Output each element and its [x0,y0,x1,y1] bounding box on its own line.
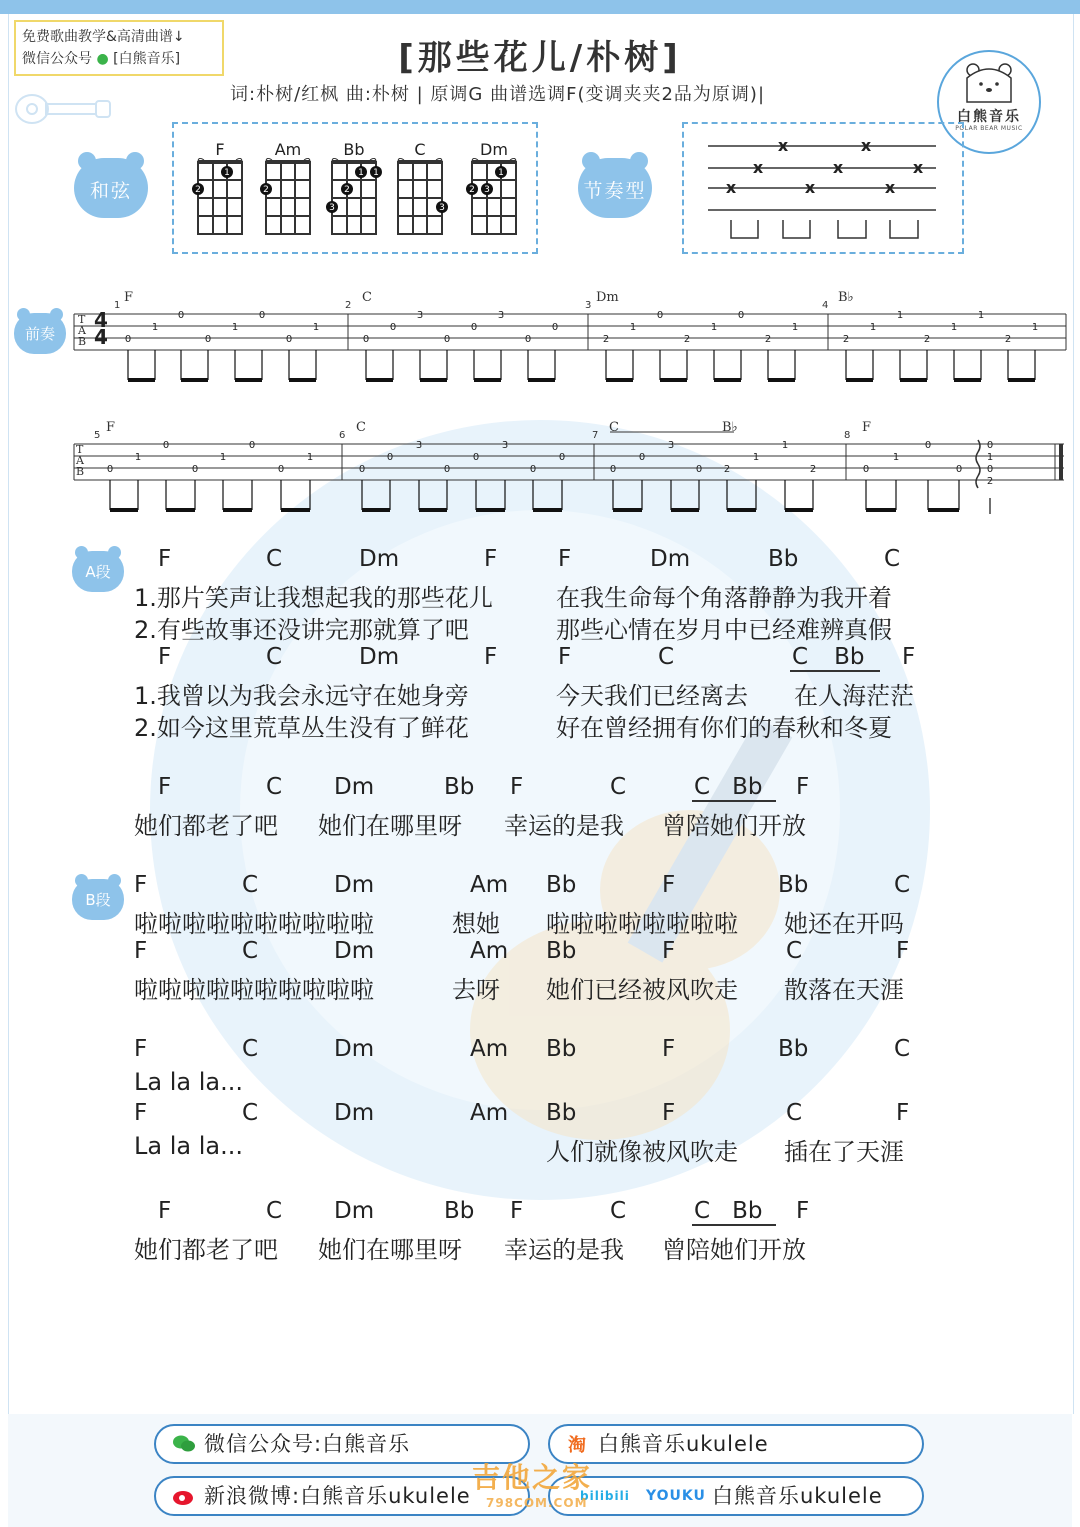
footer-video-pill[interactable] [548,1476,924,1516]
svg-text:0: 0 [362,334,370,345]
svg-text:2: 2 [842,334,850,345]
lyric-line: 去呀 [452,976,500,1004]
svg-text:0: 0 [986,464,994,475]
promo-wechat-label: 微信公众号 [22,51,92,67]
chord-name: Bb [343,140,365,159]
chord-symbol: Bb [444,774,475,800]
chord-symbol: Am [470,1036,509,1062]
lyric-line: 插在了天涯 [784,1138,904,1166]
chord-name: Am [274,140,302,159]
time-signature: 4 4 [94,308,108,349]
chord-symbol: F [558,644,572,670]
lyric-line: 啦啦啦啦啦啦啦啦啦啦 [134,910,374,938]
song-credits: 词:朴树/红枫 曲:朴树 | 原调G 曲谱选调F(变调夹夹2品为原调)| [230,84,766,105]
svg-text:x: x [832,158,844,177]
lyric-line: 1.我曾以为我会永远守在她身旁 [134,682,469,710]
chord-symbol: F [484,644,498,670]
svg-text:x: x [912,158,924,177]
chord-grid [322,158,386,240]
bear-face-icon [959,58,1019,106]
svg-text:1: 1 [986,452,994,463]
lyric-line: 她们都老了吧 [134,1236,278,1264]
svg-text:2: 2 [602,334,610,345]
lyric-line: 想她 [452,910,500,938]
tab-label: T A B [78,313,87,348]
chords-label: 和弦 [89,180,132,202]
chord-symbol: Dm [334,1036,375,1062]
ukulele-icon [12,92,112,126]
svg-text:0: 0 [191,464,199,475]
svg-text:0: 0 [955,464,963,475]
lyric-line: 在人海茫茫 [794,682,914,710]
measure-number: 3 [585,300,592,311]
rhythm-badge [578,152,652,218]
svg-text:1: 1 [306,452,314,463]
chord-symbol: C [694,1198,711,1224]
chord-grid [388,158,452,240]
tab-chord: C [609,420,619,435]
measure-number: 6 [339,430,346,441]
svg-text:0: 0 [695,464,703,475]
section-b-badge [72,874,124,920]
lyric-line: 她还在开吗 [784,910,904,938]
chord-symbol: F [896,1100,910,1126]
svg-text:1: 1 [134,452,142,463]
svg-text:1: 1 [358,168,364,178]
tab-staff-row-1 [70,288,1070,388]
svg-text:2: 2 [469,185,475,195]
svg-text:x: x [860,136,872,155]
chord-symbol: C [786,1100,803,1126]
chord-symbol: F [796,774,810,800]
chord-grid [188,158,252,240]
svg-text:1: 1 [629,322,637,333]
svg-text:0: 0 [470,322,478,333]
chord-symbol: Bb [732,774,763,800]
svg-text:0: 0 [162,440,170,451]
lyric-line: 那些心情在岁月中已经难辨真假 [556,616,892,644]
chord-symbol: F [662,1036,676,1062]
chord-symbol: C [694,774,711,800]
lyric-line: 幸运的是我 [504,812,624,840]
svg-text:3: 3 [484,185,490,195]
svg-text:1: 1 [1031,322,1039,333]
svg-text:3: 3 [416,310,424,321]
chord-symbol: Bb [444,1198,475,1224]
chord-symbol: C [266,546,283,572]
chord-symbol: F [158,546,172,572]
tab-chord: F [124,290,134,305]
footer-wechat-text: 微信公众号:白熊音乐 [204,1432,411,1456]
chord-symbol: F [902,644,916,670]
svg-text:0: 0 [386,452,394,463]
svg-text:0: 0 [558,452,566,463]
measure-number: 4 [822,300,829,311]
lyric-line: 在我生命每个角落静静为我开着 [556,584,892,612]
lyric-line: 曾陪她们开放 [662,812,806,840]
chord-symbol: Bb [546,872,577,898]
svg-text:3: 3 [501,440,509,451]
lyric-line: 今天我们已经离去 [556,682,748,710]
svg-text:3: 3 [439,203,445,213]
watermark-sub: 798COM.COM [486,1496,588,1510]
svg-text:1: 1 [312,322,320,333]
svg-text:3: 3 [667,440,675,451]
weibo-icon [172,1486,196,1506]
chord-name: Dm [480,140,508,159]
chord-symbol: C [242,1100,259,1126]
svg-text:0: 0 [124,334,132,345]
svg-text:2: 2 [1004,334,1012,345]
footer-video-text: 白熊音乐ukulele [712,1484,883,1508]
wechat-icon [172,1434,196,1454]
chord-symbol: F [796,1198,810,1224]
chord-symbol: Am [470,938,509,964]
svg-text:3: 3 [329,203,335,213]
svg-text:0: 0 [106,464,114,475]
lyric-line: La la la... [134,1068,243,1096]
lyric-line: 幸运的是我 [504,1236,624,1264]
measure-number: 8 [844,430,851,441]
tab-chord: F [106,420,116,435]
chord-symbol: C [266,774,283,800]
svg-text:0: 0 [204,334,212,345]
svg-text:1: 1 [710,322,718,333]
lyric-line: 1.那片笑声让我想起我的那些花儿 [134,584,493,612]
svg-text:0: 0 [277,464,285,475]
chord-symbol: C [894,1036,911,1062]
svg-text:0: 0 [443,334,451,345]
svg-text:1: 1 [231,322,239,333]
section-a-label: A段 [85,563,111,581]
tab-chord: Dm [596,290,619,305]
chord-symbol: Dm [359,644,400,670]
svg-text:x: x [752,158,764,177]
intro-badge [14,308,66,354]
svg-text:2: 2 [263,185,269,195]
lyric-line: 好在曾经拥有你们的春秋和冬夏 [556,714,892,742]
rhythm-pattern [700,136,950,246]
footer-weibo-text: 新浪微博:白熊音乐ukulele [204,1484,471,1508]
chord-symbol: C [884,546,901,572]
chord-symbol: F [510,1198,524,1224]
chord-symbol: C [610,774,627,800]
svg-text:2: 2 [809,464,817,475]
lyric-line: La la la... [134,1132,243,1160]
chords-badge [74,152,148,218]
svg-text:1: 1 [781,440,789,451]
svg-text:0: 0 [986,440,994,451]
taobao-icon [566,1434,590,1454]
tab-label: T A B [76,443,85,478]
svg-text:0: 0 [551,322,559,333]
chord-symbol: C [658,644,675,670]
chord-symbol: C [266,1198,283,1224]
svg-text:0: 0 [524,334,532,345]
chord-symbol: F [134,938,148,964]
svg-text:0: 0 [862,464,870,475]
chord-symbol: Am [470,1100,509,1126]
chord-symbol: F [662,938,676,964]
chord-group-underlined [790,644,880,672]
svg-text:0: 0 [924,440,932,451]
chord-symbol: Bb [546,1036,577,1062]
svg-text:2: 2 [683,334,691,345]
svg-text:2: 2 [195,185,201,195]
measure-number: 5 [94,430,101,441]
lyric-line: 2.如今这里荒草丛生没有了鲜花 [134,714,469,742]
svg-text:0: 0 [248,440,256,451]
chord-symbol: Dm [334,1100,375,1126]
promo-line-1: 免费歌曲教学&高清曲谱↓ [22,29,185,45]
footer-taobao-pill[interactable] [548,1424,924,1464]
measure-number: 2 [345,300,352,311]
wechat-icon: ● [96,51,109,67]
chord-symbol: Bb [768,546,799,572]
chord-symbol: Bb [546,1100,577,1126]
chord-symbol: C [610,1198,627,1224]
svg-text:淘: 淘 [568,1435,587,1454]
bilibili-icon: bilibili [580,1489,630,1503]
chord-diagram-c [388,140,452,240]
lyric-line: 散落在天涯 [784,976,904,1004]
chord-diagram-dm [462,140,526,240]
chord-symbol: Dm [334,938,375,964]
chord-symbol: Bb [546,938,577,964]
chord-grid [256,158,320,240]
svg-text:0: 0 [529,464,537,475]
chord-symbol: C [266,644,283,670]
tab-staff-row-2 [70,418,1070,518]
chord-symbol: Am [470,872,509,898]
svg-text:2: 2 [764,334,772,345]
lyric-line: 曾陪她们开放 [662,1236,806,1264]
chord-symbol: F [662,872,676,898]
chord-symbol: C [894,872,911,898]
chord-symbol: F [896,938,910,964]
page-title: [那些花儿/朴树] [398,38,682,78]
svg-text:1: 1 [219,452,227,463]
svg-text:0: 0 [258,310,266,321]
chord-diagram-f [188,140,252,240]
svg-text:0: 0 [389,322,397,333]
section-b-label: B段 [85,891,111,909]
svg-text:0: 0 [737,310,745,321]
lyric-line: 2.有些故事还没讲完那就算了吧 [134,616,469,644]
svg-text:3: 3 [497,310,505,321]
chord-symbol: C [792,644,809,670]
chord-symbol: C [242,872,259,898]
svg-text:1: 1 [950,322,958,333]
lyric-line: 人们就像被风吹走 [546,1138,738,1166]
svg-text:0: 0 [443,464,451,475]
logo-name: 白熊音乐 [957,109,1021,125]
chord-symbol: F [134,1036,148,1062]
promo-account: [白熊音乐] [113,51,181,67]
chord-symbol: Bb [778,872,809,898]
svg-text:0: 0 [472,452,480,463]
chord-symbol: F [510,774,524,800]
chord-symbol: Dm [334,1198,375,1224]
chord-symbol: C [242,938,259,964]
tab-chord: B♭ [838,290,854,305]
chord-symbol: Bb [778,1036,809,1062]
svg-text:1: 1 [896,310,904,321]
chord-symbol: Dm [334,872,375,898]
svg-text:1: 1 [892,452,900,463]
lyric-line: 啦啦啦啦啦啦啦啦 [546,910,738,938]
chord-symbol: F [158,644,172,670]
chord-symbol: F [662,1100,676,1126]
svg-text:0: 0 [609,464,617,475]
lyric-line: 她们已经被风吹走 [546,976,738,1004]
chord-symbol: Bb [732,1198,763,1224]
rhythm-label: 节奏型 [583,180,647,202]
tab-chord: F [862,420,872,435]
lyric-line: 啦啦啦啦啦啦啦啦啦啦 [134,976,374,1004]
svg-text:x: x [725,178,737,197]
lyric-line: 她们在哪里呀 [318,1236,462,1264]
lyric-line: 她们在哪里呀 [318,812,462,840]
svg-text:1: 1 [373,168,379,178]
chord-symbol: Dm [650,546,691,572]
top-bar [0,0,1080,14]
chord-symbol: C [786,938,803,964]
chord-symbol: Dm [359,546,400,572]
chord-name: F [215,140,225,159]
chord-symbol: F [484,546,498,572]
chord-symbol: F [158,774,172,800]
svg-text:x: x [777,136,789,155]
section-a-badge [72,546,124,592]
svg-text:3: 3 [415,440,423,451]
tab-chord: C [362,290,372,305]
svg-text:0: 0 [656,310,664,321]
svg-text:x: x [884,178,896,197]
lyric-line: 她们都老了吧 [134,812,278,840]
svg-text:1: 1 [151,322,159,333]
svg-text:2: 2 [986,476,994,487]
svg-text:1: 1 [791,322,799,333]
svg-text:0: 0 [285,334,293,345]
youku-icon: YOUKU [646,1488,706,1504]
svg-text:x: x [804,178,816,197]
svg-text:0: 0 [358,464,366,475]
chord-diagram-am [256,140,320,240]
chord-symbol: F [134,1100,148,1126]
chord-symbol: F [158,1198,172,1224]
chord-grid [462,158,526,240]
chord-group-underlined [692,1198,776,1226]
chord-symbol: F [558,546,572,572]
svg-text:0: 0 [638,452,646,463]
svg-text:1: 1 [869,322,877,333]
svg-text:2: 2 [723,464,731,475]
measure-number: 7 [592,430,599,441]
chord-symbol: C [242,1036,259,1062]
svg-text:1: 1 [498,168,504,178]
footer-taobao-text: 白熊音乐ukulele [598,1432,769,1456]
tab-chord: C [356,420,366,435]
chord-symbol: Dm [334,774,375,800]
svg-text:0: 0 [177,310,185,321]
intro-label: 前奏 [24,325,55,343]
measure-number: 1 [114,300,121,311]
svg-text:1: 1 [224,168,230,178]
chord-name: C [414,140,426,159]
svg-text:1: 1 [977,310,985,321]
watermark: 吉他之家 [472,1461,593,1494]
chord-diagram-bb [322,140,386,240]
svg-text:2: 2 [344,185,350,195]
tab-chord: B♭ [722,420,738,435]
chord-symbol: Bb [834,644,865,670]
logo-english: POLAR BEAR MUSIC [955,125,1023,132]
chord-symbol: F [134,872,148,898]
chord-group-underlined [692,774,776,802]
svg-text:2: 2 [923,334,931,345]
svg-text:1: 1 [752,452,760,463]
